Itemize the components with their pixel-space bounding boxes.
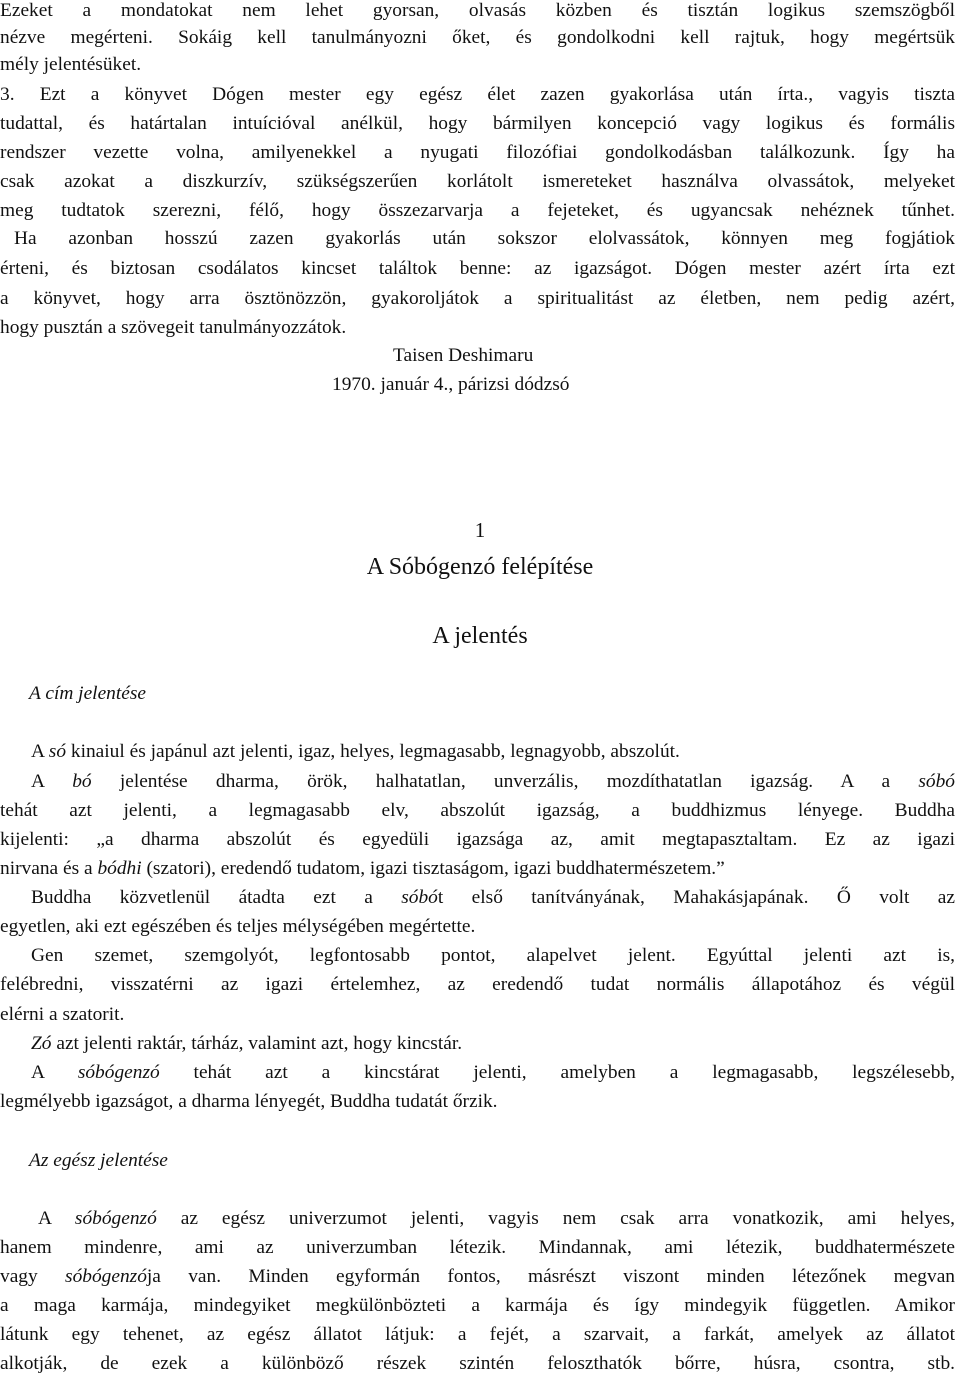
paragraph-line: alkotják, de ezek a különböző részek szintén feloszthatók bőrre, húsra, csontra, stb. <box>0 1353 955 1374</box>
preface-line: Ezeket a mondatokat nem lehet gyorsan, olvasás közben és tisztán logikus szemszögből <box>0 0 955 21</box>
paragraph-line: A sóbógenzó tehát azt a kincstárat jelenti, amelyben a legmagasabb, legszélesebb, <box>31 1062 955 1083</box>
paragraph-line: hanem mindenre, ami az univerzumban létezik. Mindannak, ami létezik, buddhatermészete <box>0 1237 955 1258</box>
paragraph-line: látunk egy tehenet, az egész állatot látjuk: a fejét, a szarvait, a farkát, amelyek az állatot <box>0 1324 955 1345</box>
preface-line: mély jelentésüket. <box>0 54 142 75</box>
chapter-number: 1 <box>474 518 486 542</box>
preface-line: 3. Ezt a könyvet Dógen mester egy egész élet zazen gyakorlása után írta., vagyis tiszta <box>0 84 955 105</box>
preface-line: tudattal, és határtalan intuícióval anélkül, hogy bármilyen koncepció vagy logikus és formális <box>0 113 955 134</box>
paragraph-line: Zó azt jelenti raktár, tárház, valamint azt, hogy kincstár. <box>31 1033 463 1054</box>
paragraph-line: tehát azt jelenti, a legmagasabb elv, abszolút igazság, a buddhizmus lényege. Buddha <box>0 800 955 821</box>
preface-line: nézve megérteni. Sokáig kell tanulmányozni őket, és gondolkodni kell rajtuk, hogy megértsük <box>0 27 955 48</box>
preface-line: a könyvet, hogy arra ösztönözzön, gyakoroljátok a spiritualitást az életben, nem pedig azért, <box>0 288 955 309</box>
paragraph-line: egyetlen, aki ezt egészében és teljes mélységében megértette. <box>0 916 476 937</box>
paragraph-line: kijelenti: „a dharma abszolút és egyedüli igazsága az, amit megtapasztaltam. Ez az igazi <box>0 829 955 850</box>
chapter-subtitle: A jelentés <box>432 623 528 649</box>
preface-line: érteni, és biztosan csodálatos kincset találtok benne: az igazságot. Dógen mester azért írta ezt <box>0 258 955 279</box>
section-heading: A cím jelentése <box>29 683 147 704</box>
preface-line: hogy pusztán a szövegeit tanulmányozzátok. <box>0 317 347 338</box>
chapter-title: A Sóbógenzó felépítése <box>366 554 594 580</box>
paragraph-line: A sóbógenzó az egész univerzumot jelenti, vagyis nem csak arra vonatkozik, ami helyes, <box>38 1208 956 1229</box>
preface-line: rendszer vezette volna, amilyenekkel a nyugati filozófiai gondolkodásban találkozunk. Így ha <box>0 142 955 163</box>
paragraph-line: legmélyebb igazságot, a dharma lényegét, Buddha tudatát őrzik. <box>0 1091 498 1112</box>
preface-line: Ha azonban hosszú zazen gyakorlás után sokszor elolvassátok, könnyen meg fogjátiok <box>14 228 955 249</box>
paragraph-line: felébredni, visszatérni az igazi értelemhez, az eredendő tudat normális állapotához és végül <box>0 974 955 995</box>
paragraph-line: nirvana és a bódhi (szatori), eredendő tudatom, igazi tisztaságom, igazi buddhatermészetem.” <box>0 858 725 879</box>
preface-line: meg tudtatok szerezni, félő, hogy összezarvarja a fejeteket, és ugyancsak nehéznek tűnhet. <box>0 200 955 221</box>
paragraph-line: Buddha közvetlenül átadta ezt a sóbót első tanítványának, Mahakásjapának. Ő volt az <box>31 887 955 908</box>
paragraph-line: vagy sóbógenzója van. Minden egyformán fontos, másrészt viszont minden létezőnek megvan <box>0 1266 955 1287</box>
preface-line: csak azokat a diszkurzív, szükségszerűen korlátolt ismereteket használva olvassátok, melyeket <box>0 171 955 192</box>
signature: Taisen Deshimaru <box>393 345 534 366</box>
preface-date: 1970. január 4., párizsi dódzsó <box>332 374 570 395</box>
paragraph-line: Gen szemet, szemgolyót, legfontosabb pontot, alapelvet jelent. Egyúttal jelenti azt is, <box>31 945 955 966</box>
paragraph-line: elérni a szatorit. <box>0 1004 125 1025</box>
paragraph-line: A só kinaiul és japánul azt jelenti, igaz, helyes, legmagasabb, legnagyobb, abszolút. <box>31 741 680 762</box>
paragraph-line: a maga karmája, mindegyiket megkülönbözteti a karmája és így mindegyik független. Amikor <box>0 1295 955 1316</box>
paragraph-line: A bó jelentése dharma, örök, halhatatlan, unverzális, mozdíthatatlan igazság. A a sóbó <box>31 771 955 792</box>
section-heading: Az egész jelentése <box>29 1150 168 1171</box>
